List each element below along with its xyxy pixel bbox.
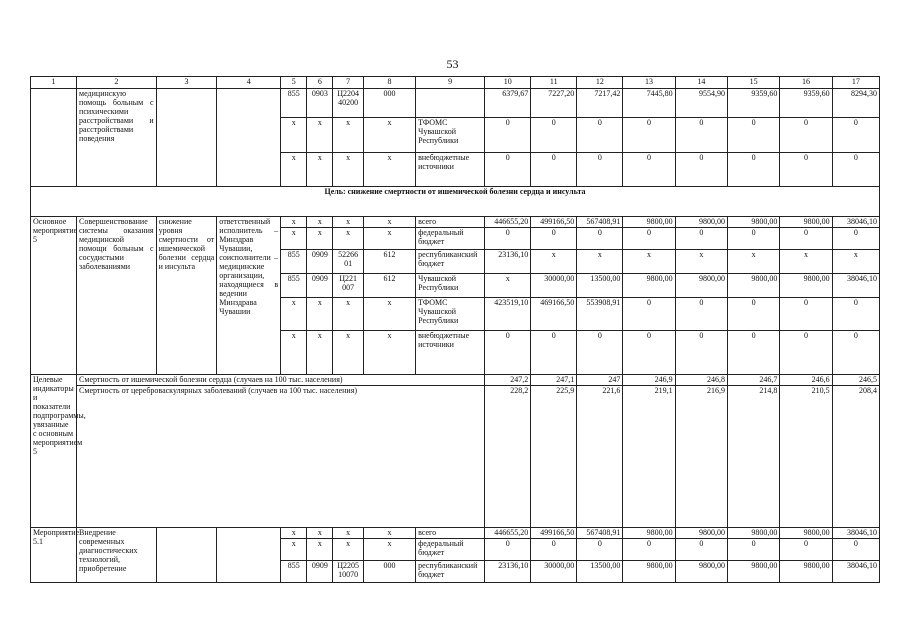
expected-result: снижение уровня смертности от ишемической болезни сердца и инсульта xyxy=(156,217,217,375)
value-cell: 0 xyxy=(780,331,832,375)
value-cell: 0 xyxy=(832,539,879,561)
value-cell: 7217,42 xyxy=(577,89,623,118)
value-cell: 0 xyxy=(780,228,832,250)
header-cell: 3 xyxy=(156,77,217,89)
code-cell: x xyxy=(333,153,363,187)
value-cell: 499166,50 xyxy=(531,528,577,539)
table-row xyxy=(31,386,880,528)
value-cell: 0 xyxy=(675,539,727,561)
header-cell: 5 xyxy=(281,77,307,89)
code-cell: x xyxy=(281,217,307,228)
value-cell: 0 xyxy=(675,331,727,375)
code-cell: 000 xyxy=(363,561,415,583)
value-cell: 446655,20 xyxy=(485,528,531,539)
value-cell: 0 xyxy=(623,118,675,153)
value-cell: 0 xyxy=(623,153,675,187)
measure-description: медицинскую помощь больным с психическими расстройствами и расстройствами поведения xyxy=(77,89,157,187)
header-cell: 13 xyxy=(623,77,675,89)
value-cell: x xyxy=(728,250,780,274)
value-cell: 9800,00 xyxy=(623,561,675,583)
value-cell: 247 xyxy=(577,375,623,386)
code-cell: x xyxy=(363,118,415,153)
value-cell: 0 xyxy=(832,331,879,375)
code-cell: x xyxy=(363,539,415,561)
value-cell: x xyxy=(531,250,577,274)
value-cell: 246,9 xyxy=(623,375,675,386)
value-cell: 6379,67 xyxy=(485,89,531,118)
code-cell: x xyxy=(363,217,415,228)
value-cell: 38046,10 xyxy=(832,528,879,539)
value-cell: 0 xyxy=(577,331,623,375)
code-cell: x xyxy=(281,228,307,250)
value-cell: 30000,00 xyxy=(531,561,577,583)
value-cell: 0 xyxy=(623,228,675,250)
value-cell: 9800,00 xyxy=(623,528,675,539)
indicators-label: Целевые индикаторы и показатели подпрограммы, увязанные с основным мероприятием 5 xyxy=(31,375,77,528)
code-cell: x xyxy=(307,539,333,561)
value-cell: 7445,80 xyxy=(623,89,675,118)
code-cell: 855 xyxy=(281,561,307,583)
value-cell: 0 xyxy=(531,331,577,375)
code-cell: x xyxy=(363,298,415,331)
value-cell: 9554,90 xyxy=(675,89,727,118)
code-cell: 0909 xyxy=(307,561,333,583)
value-cell: 0 xyxy=(832,153,879,187)
header-cell: 1 xyxy=(31,77,77,89)
main-measure-label: Основное мероприятие 5 xyxy=(31,217,77,375)
source-cell: внебюджетные источники xyxy=(416,331,485,375)
goal-row xyxy=(31,187,880,217)
value-cell: 0 xyxy=(832,228,879,250)
code-cell: x xyxy=(281,539,307,561)
code-cell: x xyxy=(333,228,363,250)
value-cell: 499166,50 xyxy=(531,217,577,228)
cell-empty xyxy=(156,528,217,583)
value-cell: 0 xyxy=(485,153,531,187)
header-cell: 10 xyxy=(485,77,531,89)
value-cell: x xyxy=(577,250,623,274)
page-number: 53 xyxy=(446,57,459,71)
code-cell: x xyxy=(307,118,333,153)
value-cell: 9800,00 xyxy=(780,274,832,298)
value-cell: x xyxy=(832,250,879,274)
value-cell: 0 xyxy=(623,331,675,375)
code-cell: 612 xyxy=(363,250,415,274)
value-cell: 0 xyxy=(728,331,780,375)
value-cell: 9800,00 xyxy=(728,561,780,583)
value-cell: 38046,10 xyxy=(832,274,879,298)
code-cell: 855 xyxy=(281,89,307,118)
code-cell: x xyxy=(307,217,333,228)
value-cell: 9359,60 xyxy=(728,89,780,118)
code-cell: 855 xyxy=(281,274,307,298)
value-cell: 9800,00 xyxy=(675,528,727,539)
value-cell: 0 xyxy=(577,539,623,561)
value-cell: 228,2 xyxy=(485,386,531,528)
value-cell: 0 xyxy=(728,118,780,153)
header-cell: 7 xyxy=(333,77,363,89)
value-cell: 9800,00 xyxy=(728,217,780,228)
value-cell: 23136,10 xyxy=(485,561,531,583)
source-cell: федеральный бюджет xyxy=(416,539,485,561)
value-cell: 13500,00 xyxy=(577,274,623,298)
header-cell: 15 xyxy=(728,77,780,89)
value-cell: 219,1 xyxy=(623,386,675,528)
table-row xyxy=(31,375,880,386)
value-cell: 0 xyxy=(531,153,577,187)
responsible-executor: ответственный исполнитель – Минздрав Чувашии, соисполнители – медицинские организации, находящиеся в ведении Минздрава Чувашии xyxy=(217,217,281,375)
value-cell: 0 xyxy=(728,228,780,250)
value-cell: 7227,20 xyxy=(531,89,577,118)
source-cell: внебюджетные источники xyxy=(416,153,485,187)
code-cell: x xyxy=(281,331,307,375)
cell-empty xyxy=(31,89,77,187)
value-cell: 0 xyxy=(728,298,780,331)
value-cell: 38046,10 xyxy=(832,561,879,583)
code-cell: Ц2205 10070 xyxy=(333,561,363,583)
value-cell: 0 xyxy=(577,228,623,250)
code-cell: x xyxy=(333,118,363,153)
code-cell: 0909 xyxy=(307,274,333,298)
value-cell: 208,4 xyxy=(832,386,879,528)
value-cell: 247,1 xyxy=(531,375,577,386)
value-cell: 0 xyxy=(485,118,531,153)
value-cell: x xyxy=(675,250,727,274)
value-cell: 216,9 xyxy=(675,386,727,528)
code-cell: x xyxy=(281,153,307,187)
code-cell: 0903 xyxy=(307,89,333,118)
value-cell: 9800,00 xyxy=(728,274,780,298)
table-row xyxy=(31,217,880,228)
value-cell: 9800,00 xyxy=(623,274,675,298)
value-cell: 9800,00 xyxy=(780,528,832,539)
value-cell: x xyxy=(485,274,531,298)
header-cell: 14 xyxy=(675,77,727,89)
value-cell: 0 xyxy=(728,153,780,187)
header-cell: 2 xyxy=(77,77,157,89)
value-cell: 8294,30 xyxy=(832,89,879,118)
value-cell: 0 xyxy=(485,539,531,561)
value-cell: 0 xyxy=(780,118,832,153)
value-cell: 0 xyxy=(577,118,623,153)
value-cell: 38046,10 xyxy=(832,217,879,228)
measure-description: Внедрение современных диагностических технологий, приобретение xyxy=(77,528,157,583)
header-row xyxy=(31,77,880,89)
value-cell: 225,9 xyxy=(531,386,577,528)
source-cell: республиканский бюджет xyxy=(416,250,485,274)
code-cell: x xyxy=(363,153,415,187)
code-cell: x xyxy=(363,528,415,539)
value-cell: 214,8 xyxy=(728,386,780,528)
value-cell: 0 xyxy=(832,118,879,153)
code-cell: x xyxy=(307,528,333,539)
code-cell: x xyxy=(333,298,363,331)
table-row xyxy=(31,89,880,118)
value-cell: x xyxy=(623,250,675,274)
code-cell: 0909 xyxy=(307,250,333,274)
source-cell: всего xyxy=(416,528,485,539)
value-cell: 9800,00 xyxy=(780,561,832,583)
header-cell: 9 xyxy=(416,77,485,89)
value-cell: 567408,91 xyxy=(577,528,623,539)
value-cell: 9800,00 xyxy=(675,561,727,583)
value-cell: 246,6 xyxy=(780,375,832,386)
header-cell: 4 xyxy=(217,77,281,89)
table-row xyxy=(31,528,880,539)
value-cell: 9800,00 xyxy=(728,528,780,539)
code-cell: x xyxy=(307,298,333,331)
value-cell: 247,2 xyxy=(485,375,531,386)
code-cell: x xyxy=(333,539,363,561)
budget-table xyxy=(30,76,880,583)
value-cell: 9800,00 xyxy=(675,217,727,228)
measure-label: Мероприятие 5.1 xyxy=(31,528,77,583)
header-cell: 12 xyxy=(577,77,623,89)
code-cell: 000 xyxy=(363,89,415,118)
value-cell: 246,7 xyxy=(728,375,780,386)
code-cell: x xyxy=(363,331,415,375)
indicator-name: Смертность от цереброваскулярных заболеваний (случаев на 100 тыс. населения) xyxy=(77,386,485,528)
value-cell: 0 xyxy=(675,153,727,187)
code-cell: x xyxy=(281,298,307,331)
code-cell: x xyxy=(333,528,363,539)
value-cell: 23136,10 xyxy=(485,250,531,274)
value-cell: 0 xyxy=(485,331,531,375)
value-cell: 553908,91 xyxy=(577,298,623,331)
code-cell: 855 xyxy=(281,250,307,274)
value-cell: 0 xyxy=(485,228,531,250)
source-cell: республиканский бюджет xyxy=(416,561,485,583)
value-cell: 0 xyxy=(780,298,832,331)
value-cell: 0 xyxy=(728,539,780,561)
value-cell: 0 xyxy=(531,228,577,250)
value-cell: 30000,00 xyxy=(531,274,577,298)
cell-empty xyxy=(156,89,217,187)
measure-description: Совершенствование системы оказания медицинской помощи больным с сосудистыми заболеваниями xyxy=(77,217,157,375)
cell-empty xyxy=(217,89,281,187)
value-cell: 221,6 xyxy=(577,386,623,528)
header-cell: 6 xyxy=(307,77,333,89)
header-cell: 11 xyxy=(531,77,577,89)
value-cell: 9800,00 xyxy=(623,217,675,228)
code-cell: Ц2204 40200 xyxy=(333,89,363,118)
indicator-name: Смертность от ишемической болезни сердца (случаев на 100 тыс. населения) xyxy=(77,375,485,386)
value-cell: 0 xyxy=(675,228,727,250)
value-cell: 0 xyxy=(832,298,879,331)
code-cell: x xyxy=(307,228,333,250)
value-cell: 0 xyxy=(675,298,727,331)
source-cell: ТФОМС Чувашской Республики xyxy=(416,118,485,153)
value-cell: 210,5 xyxy=(780,386,832,528)
code-cell: x xyxy=(307,331,333,375)
value-cell: 9359,60 xyxy=(780,89,832,118)
value-cell: 0 xyxy=(531,539,577,561)
header-cell: 8 xyxy=(363,77,415,89)
code-cell: x xyxy=(281,118,307,153)
source-cell: всего xyxy=(416,217,485,228)
value-cell: 0 xyxy=(780,153,832,187)
value-cell: 246,8 xyxy=(675,375,727,386)
value-cell: 0 xyxy=(780,539,832,561)
cell-empty xyxy=(217,528,281,583)
code-cell: 52266 01 xyxy=(333,250,363,274)
value-cell: 0 xyxy=(623,539,675,561)
value-cell: 567408,91 xyxy=(577,217,623,228)
source-cell xyxy=(416,89,485,118)
header-cell: 17 xyxy=(832,77,879,89)
header-cell: 16 xyxy=(780,77,832,89)
value-cell: 446655,20 xyxy=(485,217,531,228)
source-cell: ТФОМС Чувашской Республики xyxy=(416,298,485,331)
source-cell: Чувашской Республики xyxy=(416,274,485,298)
code-cell: x xyxy=(333,331,363,375)
value-cell: 13500,00 xyxy=(577,561,623,583)
value-cell: 469166,50 xyxy=(531,298,577,331)
code-cell: x xyxy=(363,228,415,250)
code-cell: 612 xyxy=(363,274,415,298)
code-cell: Ц221 007 xyxy=(333,274,363,298)
value-cell: 0 xyxy=(531,118,577,153)
value-cell: 246,5 xyxy=(832,375,879,386)
value-cell: 0 xyxy=(623,298,675,331)
code-cell: x xyxy=(333,217,363,228)
source-cell: федеральный бюджет xyxy=(416,228,485,250)
code-cell: x xyxy=(281,528,307,539)
value-cell: 423519,10 xyxy=(485,298,531,331)
value-cell: 9800,00 xyxy=(780,217,832,228)
code-cell: x xyxy=(307,153,333,187)
goal-heading: Цель: снижение смертности от ишемической болезни сердца и инсульта xyxy=(31,187,880,217)
value-cell: 0 xyxy=(675,118,727,153)
value-cell: 0 xyxy=(577,153,623,187)
value-cell: 9800,00 xyxy=(675,274,727,298)
value-cell: x xyxy=(780,250,832,274)
